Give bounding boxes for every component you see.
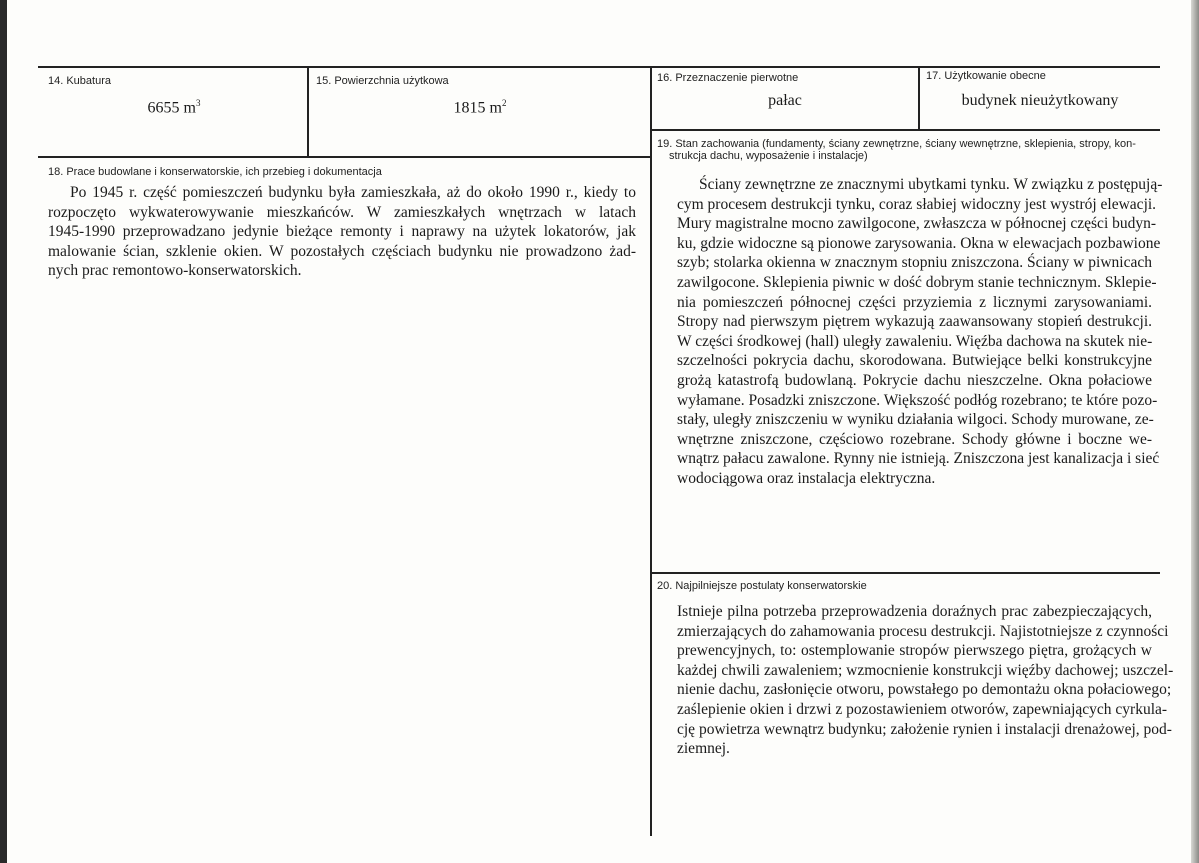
text-line: wnątrz pałacu zawalone. Rynny nie istnieją. Zniszczona jest kanalizacja i sieć [677,450,1160,468]
text-line: Mury magistralne mocno zawilgocone, zwłaszcza w północnej części budyn- [677,215,1157,233]
text-line: cym procesem destrukcji tynku, coraz słabiej widoczny jest wystrój elewacji. [677,195,1157,213]
text-line: prewencyjnych, to: ostemplowanie stropów pierwszego piętra, grożących w [677,642,1152,660]
section-20-label: 20. Najpilniejsze postulaty konserwatorskie [657,580,867,592]
text-line: malowanie ścian, szklenie okien. W pozostałych częściach budynku nie prowadzono żad- [48,242,636,260]
text-line: Istnieje pilna potrzeba przeprowadzenia doraźnych prac zabezpieczających, [677,603,1152,620]
text-line: wyłamane. Posadzki zniszczone. Większość podłóg rozebrano; te które pozo- [677,391,1158,409]
section-20-text [677,602,1174,759]
text-line: zaślepienie okien i drzwi z pozostawieniem otworów, zapewniających cyrkula- [677,700,1168,718]
text-line: szyb; stolarka okienna w znacznym stopniu zniszczona. Ściany w piwnicach [677,254,1152,272]
section-19-label-line: 19. Stan zachowania (fundamenty, ściany zewnętrzne, ściany wewnętrzne, sklepienia, stropy, kon- [657,138,1136,150]
text-line: nych prac remontowo-konserwatorskich. [48,262,302,280]
kubatura-label: 14. Kubatura [48,75,111,87]
text-line: stały, uległy zniszczeniu w wyniku działania wilgoci. Schody murowane, ze- [677,411,1154,429]
section-19-label [657,138,1136,162]
uzytkowanie-label: 17. Użytkowanie obecne [926,70,1046,82]
rule-above-20 [650,572,1160,574]
uzytkowanie-value: budynek nieużytkowany [961,92,1119,109]
przeznaczenie-label: 16. Przeznaczenie pierwotne [657,72,799,84]
rule-above-19 [650,129,1160,131]
scan-edge-right [1191,0,1199,863]
divider-center [650,66,652,836]
text-line: nienie dachu, zasłonięcie otworu, powstałego po demontażu okna połaciowego; [677,681,1172,699]
text-line: Ściany zewnętrzne ze znacznymi ubytkami tynku. W związku z postępują- [699,176,1163,193]
text-line: zawilgocone. Sklepienia piwnic w dość dobrym stanie technicznym. Sklepie- [677,273,1157,291]
text-line: ku, gdzie widoczne są pionowe zarysowania. Okna w elewacjach pozbawione [677,234,1161,252]
scan-edge-left [0,0,7,863]
text-line: nia pomieszczeń północnej części przyziemia z licznymi zarysowaniami. [677,293,1152,311]
text-line: ziemnej. [677,740,730,758]
kubatura-value [40,98,308,117]
text-line: zmierzających do zahamowania procesu destrukcji. Najistotniejsze z czynności [677,622,1169,640]
powierzchnia-number: 1815 m [453,99,502,117]
section-19-label-line: strukcja dachu, wyposażenie i instalacje) [669,150,868,162]
kubatura-exponent: 3 [195,98,201,108]
text-line: grożą katastrofą budowlaną. Pokrycie dachu nieszczelne. Okna połaciowe [677,371,1152,389]
przeznaczenie-value: pałac [768,92,802,109]
text-line: W części środkowej (hall) uległy zawaleniu. Więźba dachowa na skutek nie- [677,332,1153,350]
text-line: wodociągowa oraz instalacja elektryczna. [677,469,936,487]
text-line: Po 1945 r. część pomieszczeń budynku była zamieszkała, aż do około 1990 r., kiedy to [70,184,636,201]
rule-above-18 [38,156,652,158]
text-line: 1945-1990 przeprowadzano jedynie bieżące remonty i naprawy na użytek lokatorów, jak [48,223,636,241]
text-line: szczelności pokrycia dachu, skorodowana. Butwiejące belki konstrukcyjne [677,352,1152,370]
text-line: wnętrzne zniszczone, częściowo rozebrane. Schody główne i boczne we- [677,430,1152,448]
section-19-text [677,175,1163,489]
text-line: Stropy nad pierwszym piętrem wykazują zaawansowany stopień destrukcji. [677,313,1152,331]
text-line: każdej chwili zawaleniem; wzmocnienie konstrukcji więźby dachowej; uszczel- [677,661,1174,679]
text-line: cję powietrza wewnątrz budynku; założenie rynien i instalacji drenażowej, pod- [677,720,1172,738]
section-18-label: 18. Prace budowlane i konserwatorskie, ich przebieg i dokumentacja [48,166,382,178]
powierzchnia-exponent: 2 [501,98,507,108]
section-18-text [48,183,636,281]
powierzchnia-value [310,98,650,117]
top-rule [38,66,1160,68]
kubatura-number: 6655 m [147,99,196,117]
powierzchnia-label: 15. Powierzchnia użytkowa [316,75,449,87]
text-line: rozpoczęto wykwaterowywanie mieszkańców. W zamieszkałych wnętrzach w latach [48,203,636,221]
